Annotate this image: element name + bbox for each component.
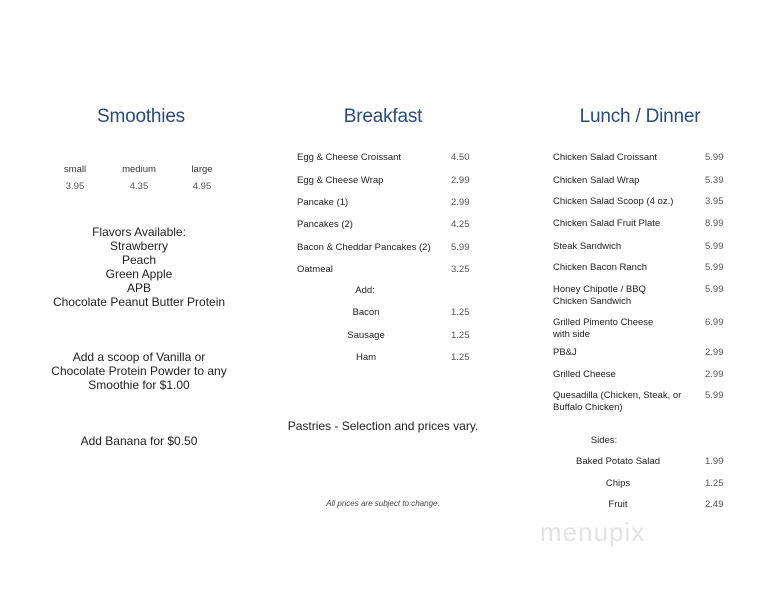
menu-item-price: 5.99 — [705, 262, 724, 273]
price-disclaimer: All prices are subject to change. — [326, 499, 440, 508]
addon-price: 1.25 — [451, 330, 470, 341]
menu-item-name: Chicken Bacon Ranch — [553, 262, 647, 273]
flavor: Chocolate Peanut Butter Protein — [52, 295, 226, 309]
size-price: 4.35 — [129, 181, 149, 192]
flavor: APB — [126, 281, 152, 295]
smoothies-title: Smoothies — [97, 106, 185, 127]
menu-item-price: 5.99 — [705, 390, 724, 401]
menu-item-name: Grilled Cheese — [553, 369, 616, 380]
menu-item-name: Chicken Salad Scoop (4 oz.) — [553, 196, 674, 207]
menu-item-price: 5.39 — [705, 175, 724, 186]
menu-item-name: Egg & Cheese Croissant — [297, 152, 402, 163]
menu-item-name: Pancake (1) — [297, 197, 349, 208]
menu-item-name: Chicken Salad Fruit Plate — [553, 218, 661, 229]
menu-item-price: 2.99 — [451, 197, 470, 208]
breakfast-title: Breakfast — [343, 106, 423, 127]
menu-item-price: 5.99 — [705, 284, 724, 295]
side-name: Fruit — [608, 499, 628, 510]
flavor: Peach — [121, 253, 157, 267]
sides-label: Sides: — [590, 435, 618, 446]
menu-item-name: PB&J — [553, 347, 577, 358]
menu-item-price: 6.99 — [705, 317, 724, 328]
menu-item-name: Egg & Cheese Wrap — [297, 175, 384, 186]
menu-item-price: 4.50 — [451, 152, 470, 163]
menu-item-price: 2.99 — [705, 347, 724, 358]
menu-item-price: 5.99 — [451, 242, 470, 253]
menu-item-price: 2.99 — [451, 175, 470, 186]
note-line: Smoothie for $1.00 — [88, 378, 190, 392]
size-label: small — [63, 164, 87, 175]
protein-addon-note — [51, 350, 226, 392]
addon-price: 1.25 — [451, 307, 470, 318]
addon-name: Ham — [355, 352, 377, 363]
addon-price: 1.25 — [451, 352, 470, 363]
menu-item-price: 3.25 — [451, 264, 470, 275]
menu-item-price: 5.99 — [705, 241, 724, 252]
add-label: Add: — [355, 285, 375, 296]
menu-item-name: Grilled Pimento Cheese with side — [553, 317, 654, 340]
menu-item-price: 2.99 — [705, 369, 724, 380]
flavor: Green Apple — [105, 267, 173, 281]
side-name: Baked Potato Salad — [576, 456, 660, 467]
menu-item-price: 4.25 — [451, 219, 470, 230]
note-line: Chocolate Protein Powder to any — [51, 364, 227, 378]
menu-item-price: 3.95 — [705, 196, 724, 207]
side-name: Chips — [605, 478, 631, 489]
pastries-note: Pastries - Selection and prices vary. — [287, 419, 479, 433]
menu-item-price: 8.99 — [705, 218, 724, 229]
menu-item-name: Pancakes (2) — [297, 219, 353, 230]
menu-item-name: Honey Chipotle / BBQ Chicken Sandwich — [553, 284, 646, 307]
side-price: 2.49 — [705, 499, 724, 510]
menu-item-name: Chicken Salad Croissant — [553, 152, 658, 163]
flavor: Strawberry — [109, 239, 169, 253]
menu-item-name: Chicken Salad Wrap — [553, 175, 640, 186]
menu-item-name: Oatmeal — [297, 264, 333, 275]
size-price: 4.95 — [192, 181, 212, 192]
lunch-dinner-title: Lunch / Dinner — [579, 106, 701, 127]
flavors-heading: Flavors Available: — [92, 225, 186, 239]
size-price: 3.95 — [65, 181, 85, 192]
menu-item-name: Steak Sandwich — [553, 241, 622, 252]
size-label: large — [191, 164, 213, 175]
addon-name: Sausage — [347, 330, 385, 341]
menu-item-name: Quesadilla (Chicken, Steak, or Buffalo Chicken) — [553, 390, 682, 413]
side-price: 1.25 — [705, 478, 724, 489]
addon-name: Bacon — [352, 307, 380, 318]
menupix-watermark: menupix — [540, 517, 646, 547]
menu-item-name: Bacon & Cheddar Pancakes (2) — [297, 242, 431, 253]
side-price: 1.99 — [705, 456, 724, 467]
menu-item-price: 5.99 — [705, 152, 724, 163]
banana-addon-note: Add Banana for $0.50 — [80, 434, 198, 448]
note-line: Add a scoop of Vanilla or — [72, 350, 206, 364]
size-label: medium — [122, 164, 156, 175]
flavors-list — [53, 225, 225, 309]
